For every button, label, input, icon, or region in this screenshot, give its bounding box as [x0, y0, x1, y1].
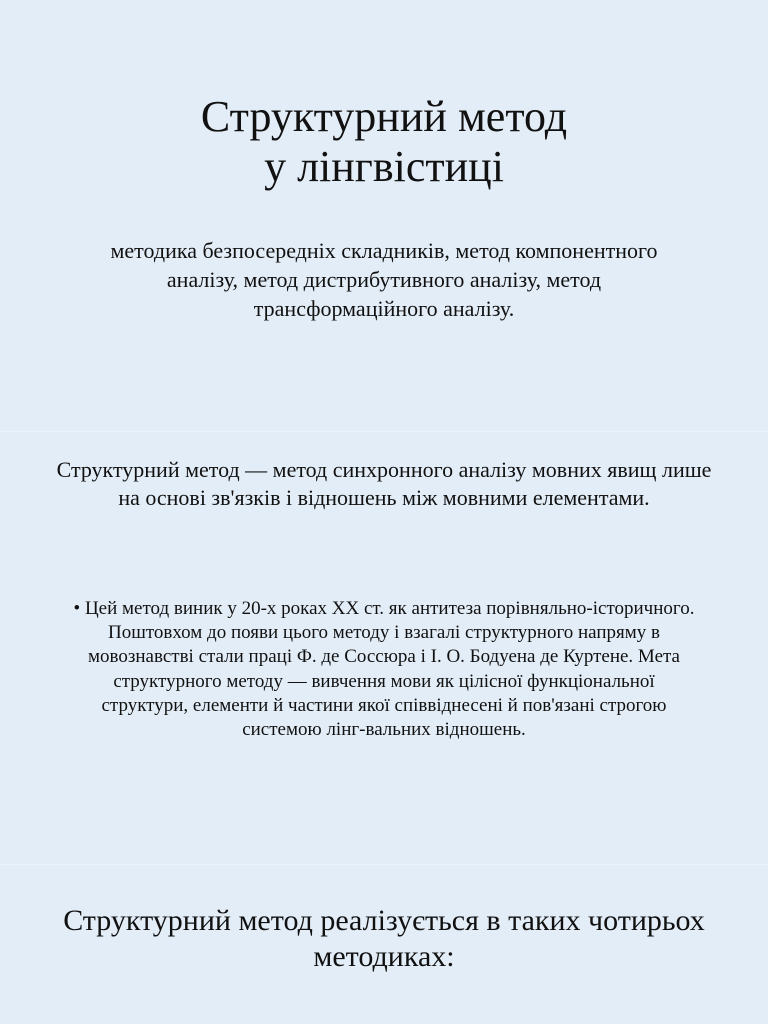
definition-text: Структурний метод — метод синхронного аналізу мовних явищ лише на основі зв'язків і відношень між мовними елементами.: [56, 457, 712, 510]
page-title: [0, 92, 768, 192]
slide-title: [0, 0, 768, 432]
title-line-1: Структурний метод: [200, 92, 568, 141]
slide-methods-heading: [0, 865, 768, 1024]
subtitle-methods: методика безпосередніх складників, метод компонентного аналізу, метод дистрибутивного аналізу, метод трансформаційного аналізу.: [110, 238, 658, 321]
history-bullet: • Цей метод виник у 20-х роках XX ст. як антитеза порівняльно-історичного. Поштовхом до появи цього методу і взагалі структурного напряму в мовознавстві стали праці Ф. де Соссюра і І. О. Бодуена де Куртене. Мета структурного методу — вивчення мови як цілісної функціональної структури, елементи й частини якої співвіднесені й пов'язані строгою системою лінг-вальних відношень.: [73, 598, 695, 741]
section-heading: Структурний метод реалізується в таких чотирьох методиках:: [63, 904, 705, 973]
title-line-2: у лінгвістиці: [264, 142, 504, 191]
slide-definition: [0, 432, 768, 865]
